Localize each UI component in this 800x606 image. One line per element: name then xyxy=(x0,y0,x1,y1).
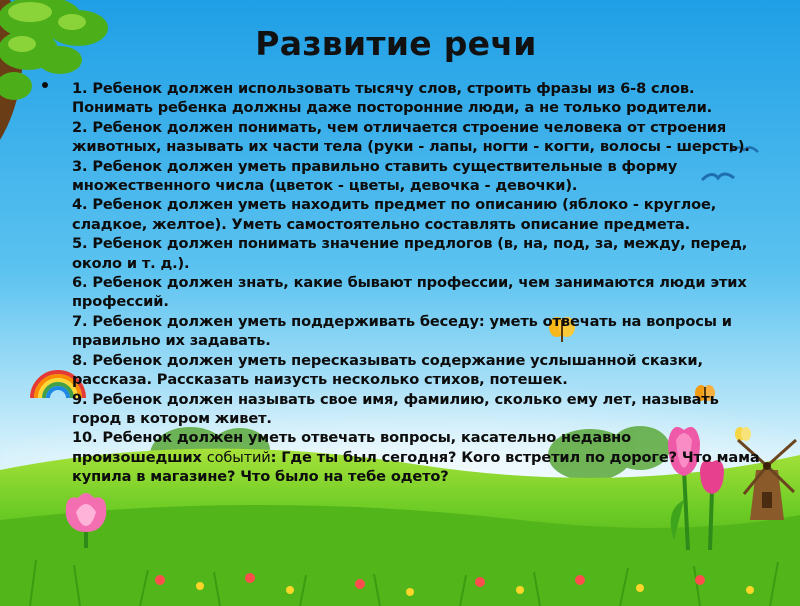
list-item-5: 5. Ребенок должен понимать значение предлогов (в, на, под, за, между, перед, около и т. д.). xyxy=(72,235,748,272)
list-item-10-end: : Где ты был сегодня? Кого встретил по дороге? Что мама купила в магазине? Что было на тебе одето? xyxy=(72,448,760,486)
bullet-icon xyxy=(42,82,48,88)
list-item-1: 1. Ребенок должен использовать тысячу слов, строить фразы из 6-8 слов. Понимать ребенка должны даже посторонние люди, а не только родители. xyxy=(72,80,713,117)
list-item-6: 6. Ребенок должен знать, какие бывают профессии, чем занимаются люди этих профессий. xyxy=(72,274,747,311)
flower-icon xyxy=(56,488,116,548)
list-item-3: 3. Ребенок должен уметь правильно ставить существительные в форму множественного числа (цветок - цветы, девочка - девочки). xyxy=(72,157,678,195)
list-item-10 xyxy=(72,428,762,486)
list-item-8: 8. Ребенок должен уметь пересказывать содержание услышанной сказки, рассказа. Рассказать наизусть несколько стихов, потешек. xyxy=(72,351,703,389)
list-item-4: 4. Ребенок должен уметь находить предмет по описанию (яблоко - круглое, сладкое, желтое). Уметь самостоятельно составлять описание предмета. xyxy=(72,196,717,233)
list-item-9: 9. Ребенок должен называть свое имя, фамилию, сколько ему лет, называть город в котором живет. xyxy=(72,390,719,427)
list-item-10-middle: событий xyxy=(206,448,271,466)
list-item-10-start: 10. Ребенок должен уметь отвечать вопросы, касательно недавно произошедших xyxy=(72,429,631,466)
list-item-7: 7. Ребенок должен уметь поддерживать беседу: уметь отвечать на вопросы и правильно их задавать. xyxy=(72,312,732,350)
slide-body xyxy=(72,79,762,487)
slide-title: Развитие речи xyxy=(255,24,537,63)
list-item-2: 2. Ребенок должен понимать, чем отличается строение человека от строения животных, называть их части тела (руки - лапы, ногти - когти, волосы - шерсть). xyxy=(72,118,750,156)
